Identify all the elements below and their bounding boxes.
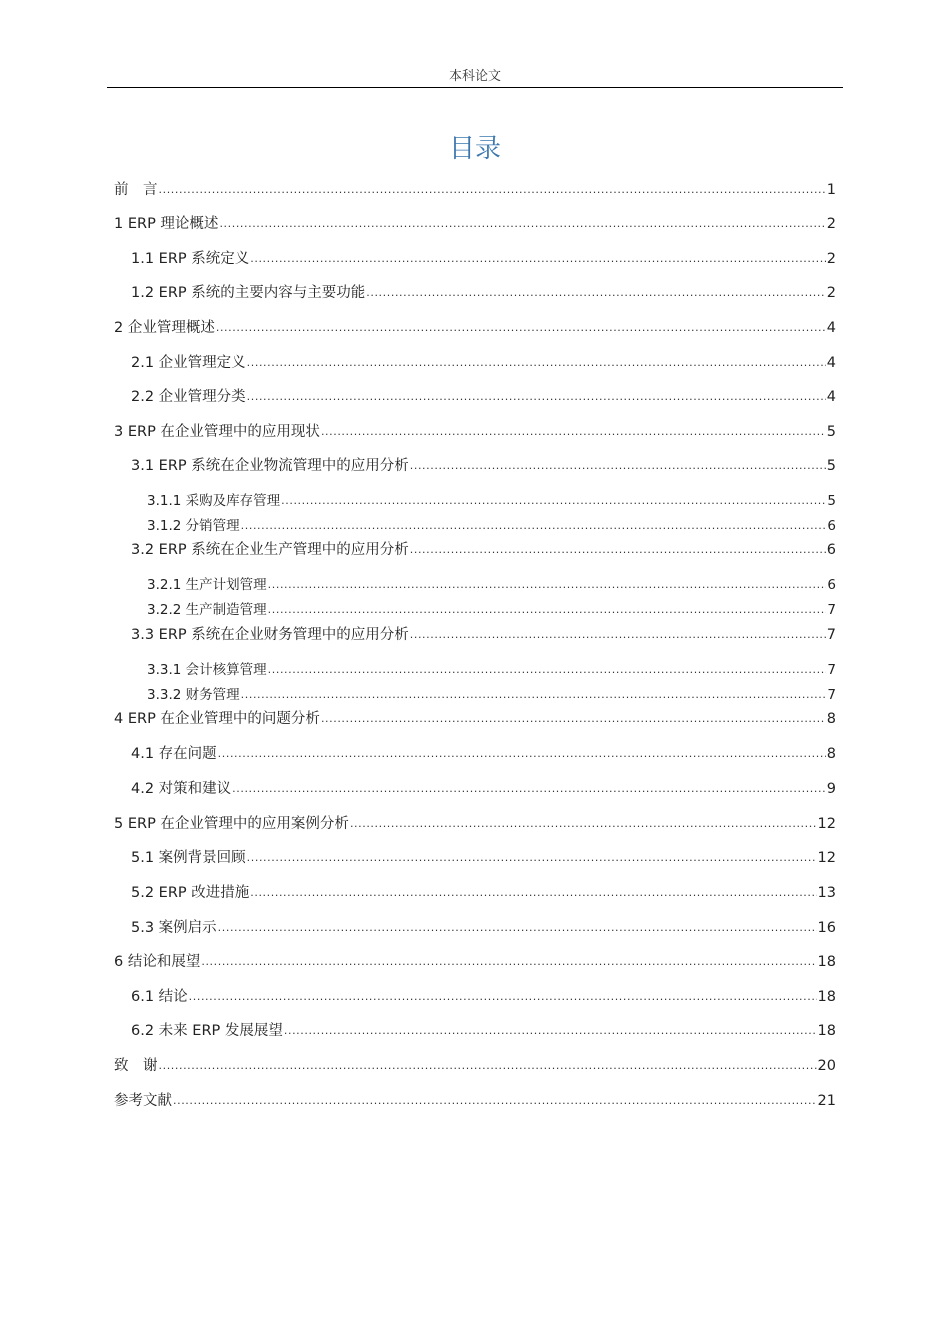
toc-dot-leader [216,321,826,335]
toc-entry-page: 2 [826,216,836,232]
toc-entry[interactable] [131,848,836,868]
toc-dot-leader [189,990,817,1004]
toc-dot-leader [410,543,826,557]
toc-dot-leader [159,183,826,197]
toc-entry-page: 8 [826,746,836,762]
toc-entry-label: 3.2.2 生产制造管理 [147,602,267,618]
toc-entry[interactable] [114,709,836,729]
toc-entry-page: 5 [826,458,836,474]
toc-entry[interactable] [114,1091,836,1111]
toc-entry[interactable] [131,883,836,903]
toc-entry-label: 前 言 [114,182,158,198]
toc-entry[interactable] [147,491,836,511]
toc-entry[interactable] [147,685,836,705]
toc-entry-label: 2.2 企业管理分类 [131,389,246,405]
toc-entry-label: 3.1.2 分销管理 [147,518,240,534]
toc-entry[interactable] [131,744,836,764]
toc-entry-page: 6 [827,577,836,593]
toc-dot-leader [247,390,826,404]
toc-dot-leader [218,747,826,761]
toc-entry[interactable] [131,456,836,476]
toc-dot-leader [410,628,826,642]
toc-entry[interactable] [114,318,836,338]
toc-entry-label: 6 结论和展望 [114,954,201,970]
toc-title: 目录 [448,134,501,164]
toc-dot-leader [284,1024,817,1038]
toc-dot-leader [201,955,816,969]
toc-entry-label: 3 ERP 在企业管理中的应用现状 [114,424,320,440]
toc-entry-label: 2 企业管理概述 [114,320,215,336]
toc-entry[interactable] [131,283,836,303]
toc-entry-page: 6 [827,518,836,534]
toc-entry[interactable] [131,779,836,799]
toc-entry-label: 3.1 ERP 系统在企业物流管理中的应用分析 [131,458,409,474]
toc-entry-label: 3.3 ERP 系统在企业财务管理中的应用分析 [131,627,409,643]
toc-entry-label: 4 ERP 在企业管理中的问题分析 [114,711,320,727]
toc-entry-page: 20 [817,1058,836,1074]
toc-entry-page: 5 [827,493,836,509]
toc-entry-label: 6.2 未来 ERP 发展展望 [131,1023,283,1039]
toc-dot-leader [410,459,826,473]
toc-entry-page: 18 [817,954,836,970]
toc-entry[interactable] [147,660,836,680]
toc-dot-leader [250,886,816,900]
toc-dot-leader [241,688,827,702]
toc-entry-page: 5 [826,424,836,440]
toc-dot-leader [268,663,827,677]
toc-dot-leader [250,252,826,266]
toc-dot-leader [366,286,826,300]
toc-entry-page: 18 [817,1023,836,1039]
toc-entry-page: 7 [827,662,836,678]
toc-entry-page: 4 [826,355,836,371]
toc-entry-label: 6.1 结论 [131,989,188,1005]
toc-entry-label: 3.1.1 采购及库存管理 [147,493,281,509]
toc-entry-page: 12 [817,850,836,866]
header-text: 本科论文 [448,69,501,84]
toc-entry-page: 2 [826,251,836,267]
toc-entry-page: 8 [826,711,836,727]
toc-entry[interactable] [131,540,836,560]
toc-entry-page: 21 [817,1093,836,1109]
toc-dot-leader [219,217,825,231]
toc-entry-label: 参考文献 [114,1093,172,1109]
toc-entry-page: 12 [817,816,836,832]
toc-entry-page: 7 [827,687,836,703]
toc-dot-leader [218,921,817,935]
toc-entry-label: 5.1 案例背景回顾 [131,850,246,866]
toc-dot-leader [268,578,827,592]
toc-dot-leader [247,851,817,865]
toc-entry-page: 7 [826,627,836,643]
toc-entry[interactable] [131,1021,836,1041]
toc-dot-leader [281,494,826,508]
toc-dot-leader [241,519,827,533]
toc-entry-label: 4.1 存在问题 [131,746,217,762]
toc-entry-label: 1.2 ERP 系统的主要内容与主要功能 [131,285,366,301]
toc-entry-label: 5 ERP 在企业管理中的应用案例分析 [114,816,349,832]
toc-entry-label: 3.3.1 会计核算管理 [147,662,267,678]
toc-entry[interactable] [114,422,836,442]
toc-entry-page: 16 [817,920,836,936]
toc-entry[interactable] [114,180,836,200]
toc-dot-leader [159,1059,817,1073]
toc-entry-label: 3.3.2 财务管理 [147,687,240,703]
toc-entry-page: 7 [827,602,836,618]
toc-entry-page: 13 [817,885,836,901]
toc-entry-page: 18 [817,989,836,1005]
toc-entry-page: 4 [826,389,836,405]
toc-entry[interactable] [131,918,836,938]
toc-dot-leader [350,817,817,831]
toc-entry-page: 1 [826,182,836,198]
toc-dot-leader [268,603,827,617]
toc-entry[interactable] [114,214,836,234]
toc-dot-leader [173,1094,817,1108]
toc-dot-leader [247,356,826,370]
toc-entry-label: 5.3 案例启示 [131,920,217,936]
toc-entry[interactable] [131,987,836,1007]
toc-entry-label: 3.2.1 生产计划管理 [147,577,267,593]
toc-entry-label: 1 ERP 理论概述 [114,216,219,232]
toc-entry[interactable] [131,625,836,645]
toc-entry[interactable] [147,600,836,620]
toc-entry[interactable] [114,1056,836,1076]
toc-entry[interactable] [114,814,836,834]
toc-entry[interactable] [131,387,836,407]
toc-dot-leader [232,782,826,796]
toc-entry[interactable] [114,952,836,972]
toc-entry-label: 3.2 ERP 系统在企业生产管理中的应用分析 [131,542,409,558]
toc-entry[interactable] [147,575,836,595]
toc-entry-label: 2.1 企业管理定义 [131,355,246,371]
toc-entry[interactable] [131,249,836,269]
toc-dot-leader [321,712,826,726]
toc-entry-label: 致 谢 [114,1058,158,1074]
toc-entry-page: 6 [826,542,836,558]
toc-dot-leader [321,425,826,439]
toc-entry-page: 2 [826,285,836,301]
toc-entry-label: 5.2 ERP 改进措施 [131,885,250,901]
toc-entry-label: 1.1 ERP 系统定义 [131,251,250,267]
toc-entry[interactable] [147,516,836,536]
toc-entry-label: 4.2 对策和建议 [131,781,232,797]
toc-entry[interactable] [131,353,836,373]
toc-entry-page: 4 [826,320,836,336]
toc-entry-page: 9 [826,781,836,797]
